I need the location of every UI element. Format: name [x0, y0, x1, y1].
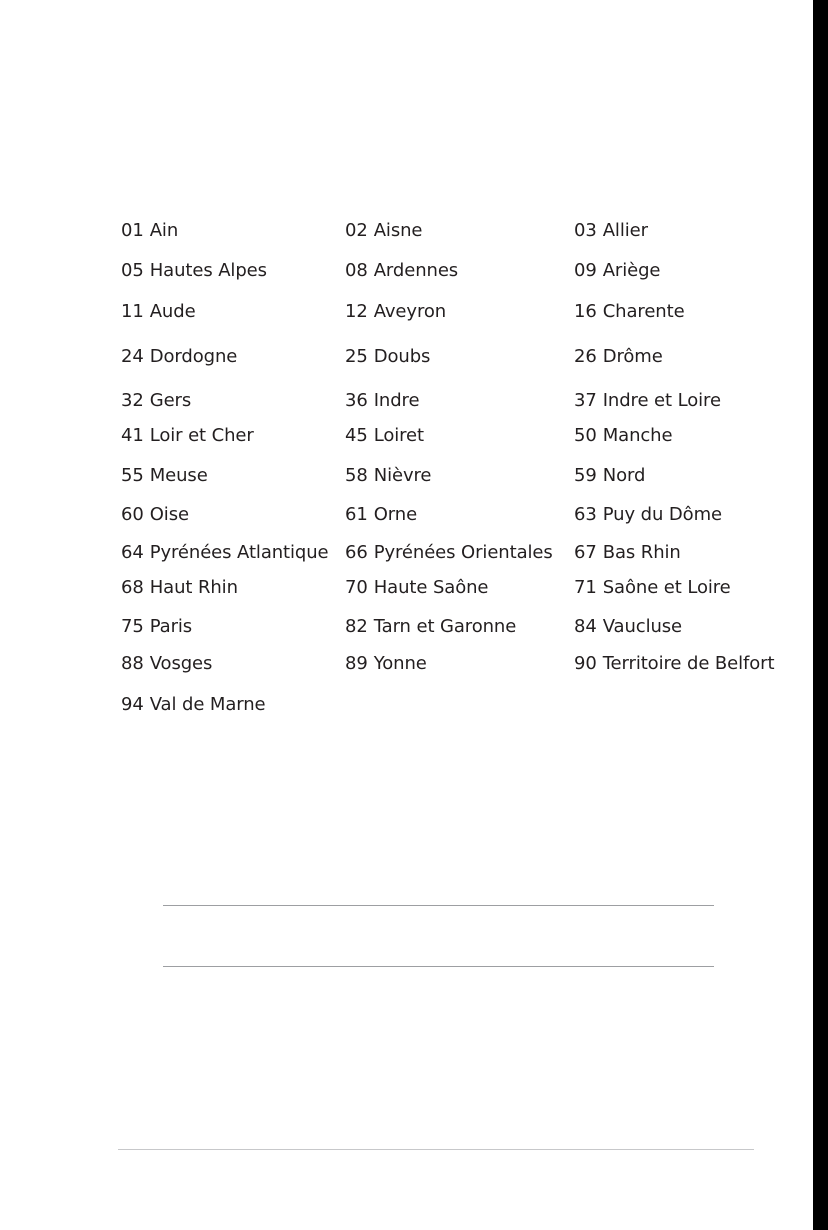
- department-name: Meuse: [149, 465, 208, 486]
- department-name: Dordogne: [149, 346, 238, 367]
- department-code: 16: [574, 301, 597, 322]
- department-row: [0, 424, 813, 448]
- department-code: 09: [574, 260, 597, 281]
- page-edge-bar: [813, 0, 828, 1230]
- department-row: [0, 219, 813, 243]
- department-name: Vaucluse: [602, 616, 683, 637]
- department-name: Aisne: [373, 220, 423, 241]
- department-row: [0, 503, 813, 527]
- department-code: 05: [121, 260, 144, 281]
- department-row: [0, 300, 813, 324]
- department-entry: [121, 389, 191, 413]
- department-code: 82: [345, 616, 368, 637]
- department-entry: [574, 424, 672, 448]
- department-code: 90: [574, 653, 597, 674]
- department-name: Haute Saône: [373, 577, 489, 598]
- department-entry: [345, 541, 553, 565]
- department-entry: [574, 464, 645, 488]
- department-code: 50: [574, 425, 597, 446]
- department-name: Drôme: [602, 346, 663, 367]
- department-name: Manche: [602, 425, 673, 446]
- department-name: Gers: [149, 390, 192, 411]
- department-code: 63: [574, 504, 597, 525]
- department-code: 24: [121, 346, 144, 367]
- department-name: Nièvre: [373, 465, 432, 486]
- department-entry: [345, 576, 488, 600]
- department-name: Val de Marne: [149, 694, 266, 715]
- department-row: [0, 345, 813, 369]
- department-entry: [345, 300, 446, 324]
- department-code: 11: [121, 301, 144, 322]
- department-name: Pyrénées Atlantique: [149, 542, 329, 563]
- department-code: 89: [345, 653, 368, 674]
- department-name: Oise: [149, 504, 189, 525]
- department-entry: [574, 219, 648, 243]
- department-entry: [574, 541, 681, 565]
- department-entry: [574, 345, 663, 369]
- department-name: Haut Rhin: [149, 577, 238, 598]
- department-entry: [121, 541, 329, 565]
- department-name: Territoire de Belfort: [602, 653, 775, 674]
- department-name: Paris: [149, 616, 193, 637]
- department-entry: [345, 219, 422, 243]
- department-entry: [121, 652, 212, 676]
- department-code: 12: [345, 301, 368, 322]
- department-code: 66: [345, 542, 368, 563]
- department-code: 36: [345, 390, 368, 411]
- department-entry: [574, 389, 721, 413]
- department-row: [0, 541, 813, 565]
- department-name: Nord: [602, 465, 646, 486]
- horizontal-rule-bottom: [163, 966, 714, 967]
- department-code: 26: [574, 346, 597, 367]
- department-code: 25: [345, 346, 368, 367]
- department-name: Indre: [373, 390, 420, 411]
- department-entry: [121, 576, 238, 600]
- department-name: Doubs: [373, 346, 431, 367]
- department-name: Tarn et Garonne: [373, 616, 517, 637]
- department-entry: [121, 259, 267, 283]
- department-code: 58: [345, 465, 368, 486]
- department-entry: [345, 503, 417, 527]
- department-code: 61: [345, 504, 368, 525]
- department-row: [0, 464, 813, 488]
- department-code: 84: [574, 616, 597, 637]
- department-code: 64: [121, 542, 144, 563]
- department-entry: [574, 503, 722, 527]
- department-code: 75: [121, 616, 144, 637]
- department-code: 70: [345, 577, 368, 598]
- department-entry: [574, 576, 731, 600]
- department-entry: [121, 464, 208, 488]
- department-name: Saône et Loire: [602, 577, 731, 598]
- department-row: [0, 259, 813, 283]
- department-code: 68: [121, 577, 144, 598]
- department-entry: [345, 389, 419, 413]
- department-entry: [121, 219, 178, 243]
- department-row: [0, 693, 813, 717]
- department-entry: [345, 345, 430, 369]
- department-code: 94: [121, 694, 144, 715]
- department-entry: [121, 300, 196, 324]
- department-code: 55: [121, 465, 144, 486]
- department-code: 71: [574, 577, 597, 598]
- department-name: Allier: [602, 220, 648, 241]
- footer-rule: [118, 1149, 754, 1150]
- department-entry: [574, 615, 682, 639]
- department-row: [0, 389, 813, 413]
- department-entry: [574, 300, 685, 324]
- department-entry: [121, 424, 254, 448]
- department-entry: [121, 345, 237, 369]
- department-name: Loiret: [373, 425, 424, 446]
- department-name: Vosges: [149, 653, 213, 674]
- department-entry: [121, 615, 192, 639]
- department-name: Loir et Cher: [149, 425, 254, 446]
- department-name: Puy du Dôme: [602, 504, 722, 525]
- department-name: Ain: [149, 220, 179, 241]
- department-name: Ardennes: [373, 260, 459, 281]
- department-code: 01: [121, 220, 144, 241]
- department-name: Aveyron: [373, 301, 447, 322]
- department-entry: [574, 652, 774, 676]
- department-name: Orne: [373, 504, 418, 525]
- department-code: 88: [121, 653, 144, 674]
- department-entry: [121, 503, 189, 527]
- department-code: 60: [121, 504, 144, 525]
- horizontal-rule-top: [163, 905, 714, 906]
- department-name: Aude: [149, 301, 196, 322]
- department-name: Charente: [602, 301, 685, 322]
- department-row: [0, 615, 813, 639]
- department-name: Ariège: [602, 260, 661, 281]
- department-code: 32: [121, 390, 144, 411]
- department-name: Indre et Loire: [602, 390, 721, 411]
- department-name: Pyrénées Orientales: [373, 542, 553, 563]
- department-entry: [345, 424, 424, 448]
- department-entry: [574, 259, 660, 283]
- department-name: Yonne: [373, 653, 427, 674]
- department-code: 03: [574, 220, 597, 241]
- department-code: 45: [345, 425, 368, 446]
- department-code: 02: [345, 220, 368, 241]
- department-entry: [345, 259, 458, 283]
- department-name: Bas Rhin: [602, 542, 681, 563]
- department-entry: [345, 464, 431, 488]
- department-code: 67: [574, 542, 597, 563]
- department-code: 37: [574, 390, 597, 411]
- department-entry: [121, 693, 266, 717]
- department-name: Hautes Alpes: [149, 260, 267, 281]
- department-entry: [345, 615, 516, 639]
- department-code: 41: [121, 425, 144, 446]
- department-row: [0, 652, 813, 676]
- department-code: 59: [574, 465, 597, 486]
- department-row: [0, 576, 813, 600]
- department-code: 08: [345, 260, 368, 281]
- department-entry: [345, 652, 427, 676]
